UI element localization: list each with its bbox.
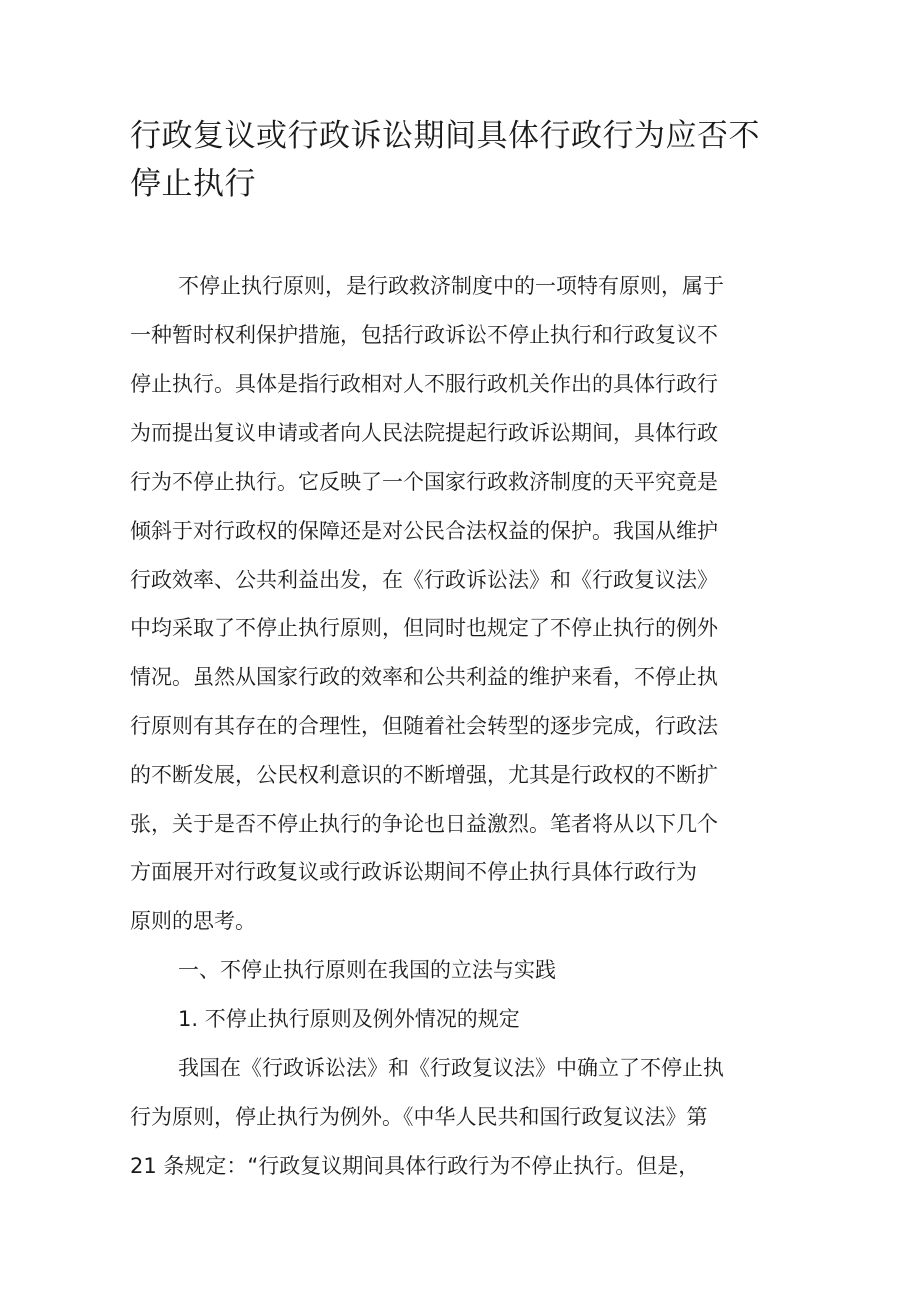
body-line: 情况。虽然从国家行政的效率和公共利益的维护来看，不停止执 [130, 665, 718, 689]
body-line: 停止执行。具体是指行政相对人不服行政机关作出的具体行政行 [130, 372, 718, 396]
body-line: 我国在《行政诉讼法》和《行政复议法》中确立了不停止执 [178, 1056, 724, 1080]
body-line: 中均采取了不停止执行原则，但同时也规定了不停止执行的例外 [130, 616, 718, 640]
body-line: 方面展开对行政复议或行政诉讼期间不停止执行具体行政行为 [130, 860, 697, 884]
body-line: 为而提出复议申请或者向人民法院提起行政诉讼期间，具体行政 [130, 421, 718, 445]
body-line: 倾斜于对行政权的保障还是对公民合法权益的保护。我国从维护 [130, 519, 718, 543]
body-line: 张，关于是否不停止执行的争论也日益激烈。笔者将从以下几个 [130, 812, 718, 836]
body-line: 行原则有其存在的合理性，但随着社会转型的逐步完成，行政法 [130, 714, 718, 738]
subsection-heading: 1. 不停止执行原则及例外情况的规定 [178, 1007, 520, 1031]
body-line: 行政效率、公共利益出发，在《行政诉讼法》和《行政复议法》 [130, 568, 718, 592]
document-title: 行政复议或行政诉讼期间具体行政行为应否不停止执行 [130, 118, 760, 202]
section-heading: 一、不停止执行原则在我国的立法与实践 [178, 958, 556, 982]
body-line: 21 条规定：“行政复议期间具体行政行为不停止执行。但是， [130, 1154, 700, 1178]
body-line: 行为不停止执行。它反映了一个国家行政救济制度的天平究竟是 [130, 470, 718, 494]
body-line: 行为原则，停止执行为例外。《中华人民共和国行政复议法》第 [130, 1105, 708, 1129]
body-line: 不停止执行原则，是行政救济制度中的一项特有原则，属于 [178, 274, 724, 298]
body-line: 原则的思考。 [130, 909, 256, 933]
body-line: 的不断发展，公民权利意识的不断增强，尤其是行政权的不断扩 [130, 763, 718, 787]
body-line: 一种暂时权利保护措施，包括行政诉讼不停止执行和行政复议不 [130, 323, 718, 347]
